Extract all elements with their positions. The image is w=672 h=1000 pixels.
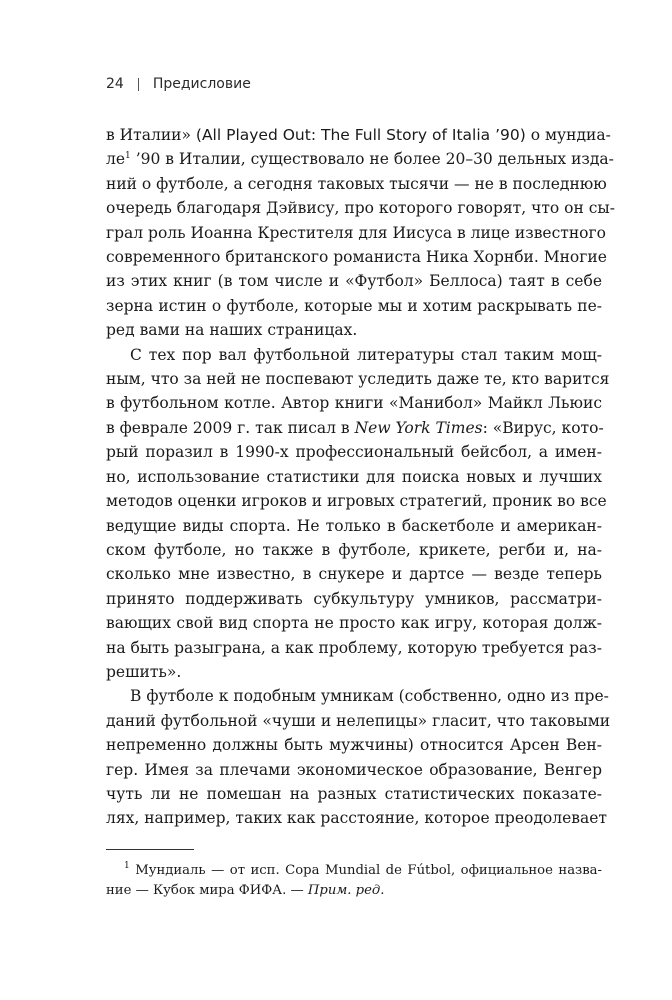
footnote-ref: 1 xyxy=(125,151,131,162)
footnote-line: $^1$ Мундиаль — от исп. Copa Mundial de Fútbol, официальное назва- xyxy=(124,861,602,878)
text-line: ред вами на наших страницах. xyxy=(106,321,358,340)
text-line: рый поразил в 1990-х профессиональный бейсбол, а имен- xyxy=(106,443,602,462)
text-line: принято поддерживать субкультуру умников, рассматри- xyxy=(106,589,602,608)
text-line: сколько мне известно, в снукере и дартсе — везде теперь xyxy=(106,565,602,584)
footnote xyxy=(106,861,602,900)
text-line: чуть ли не помешан на разных статистических показате- xyxy=(106,784,602,803)
text-line: даний футбольной «чуши и нелепицы» гласит, что таковыми xyxy=(106,711,611,730)
text-line: грал роль Иоанна Крестителя для Иисуса в лице известного xyxy=(106,223,606,242)
footnote-marker: 1 xyxy=(124,861,130,871)
text-line: ний о футболе, а сегодня таковых тысячи — не в последнюю xyxy=(106,174,607,193)
footnote-divider xyxy=(106,849,194,850)
text-line: методов оценки игроков и игровых стратегий, проник во все xyxy=(106,492,607,511)
text-line: в Италии» (All Played Out: The Full Story of Italia ’90) о мундиа- xyxy=(106,126,611,144)
text-line: вающих свой вид спорта не просто как игру, которая долж- xyxy=(106,614,602,633)
text-line: но, использование статистики для поиска новых и лучших xyxy=(106,467,602,486)
text-line: в феврале 2009 г. так писал в New York Times: «Вирус, кото- xyxy=(106,418,604,437)
text-line: непременно должны быть мужчины) относится Арсен Вен- xyxy=(106,736,602,755)
section-title: Предисловие xyxy=(152,76,251,92)
text-line: ском футболе, но также в футболе, крикете, регби и, на- xyxy=(106,540,602,559)
text-line: С тех пор вал футбольной литературы стал таким мощ- xyxy=(130,345,602,364)
text-line: очередь благодаря Дэйвису, про которого говорят, что он сы- xyxy=(106,199,616,218)
text-line: ведущие виды спорта. Не только в баскетболе и американ- xyxy=(106,516,602,535)
footnote-line: ние — Кубок мира ФИФА. — Прим. ред. xyxy=(106,882,385,898)
text-line: на быть разыграна, а как проблему, которую требуется раз- xyxy=(106,638,602,657)
running-header xyxy=(106,76,251,92)
text-line: современного британского романиста Ника Хорнби. Многие xyxy=(106,248,607,267)
text-line: гер. Имея за плечами экономическое образование, Венгер xyxy=(106,760,602,779)
header-divider xyxy=(138,78,139,91)
text-line: ным, что за ней не поспевают уследить даже те, кто варится xyxy=(106,370,610,389)
page-number: 24 xyxy=(106,76,124,92)
text-line: зерна истин о футболе, которые мы и хотим раскрывать пе- xyxy=(106,296,602,315)
text-line: из этих книг (в том числе и «Футбол» Беллоса) таят в себе xyxy=(106,272,602,291)
text-line: решить». xyxy=(106,662,182,681)
text-line: $ле^1$ ’90 в Италии, существовало не более 20–30 дельных изда- xyxy=(106,150,614,169)
main-text xyxy=(106,123,616,831)
text-line: В футболе к подобным умникам (собственно, одно из пре- xyxy=(130,687,609,706)
text-line: лях, например, таких как расстояние, которое преодолевает xyxy=(106,809,607,828)
text-line: в футбольном котле. Автор книги «Манибол» Майкл Льюис xyxy=(106,394,602,413)
